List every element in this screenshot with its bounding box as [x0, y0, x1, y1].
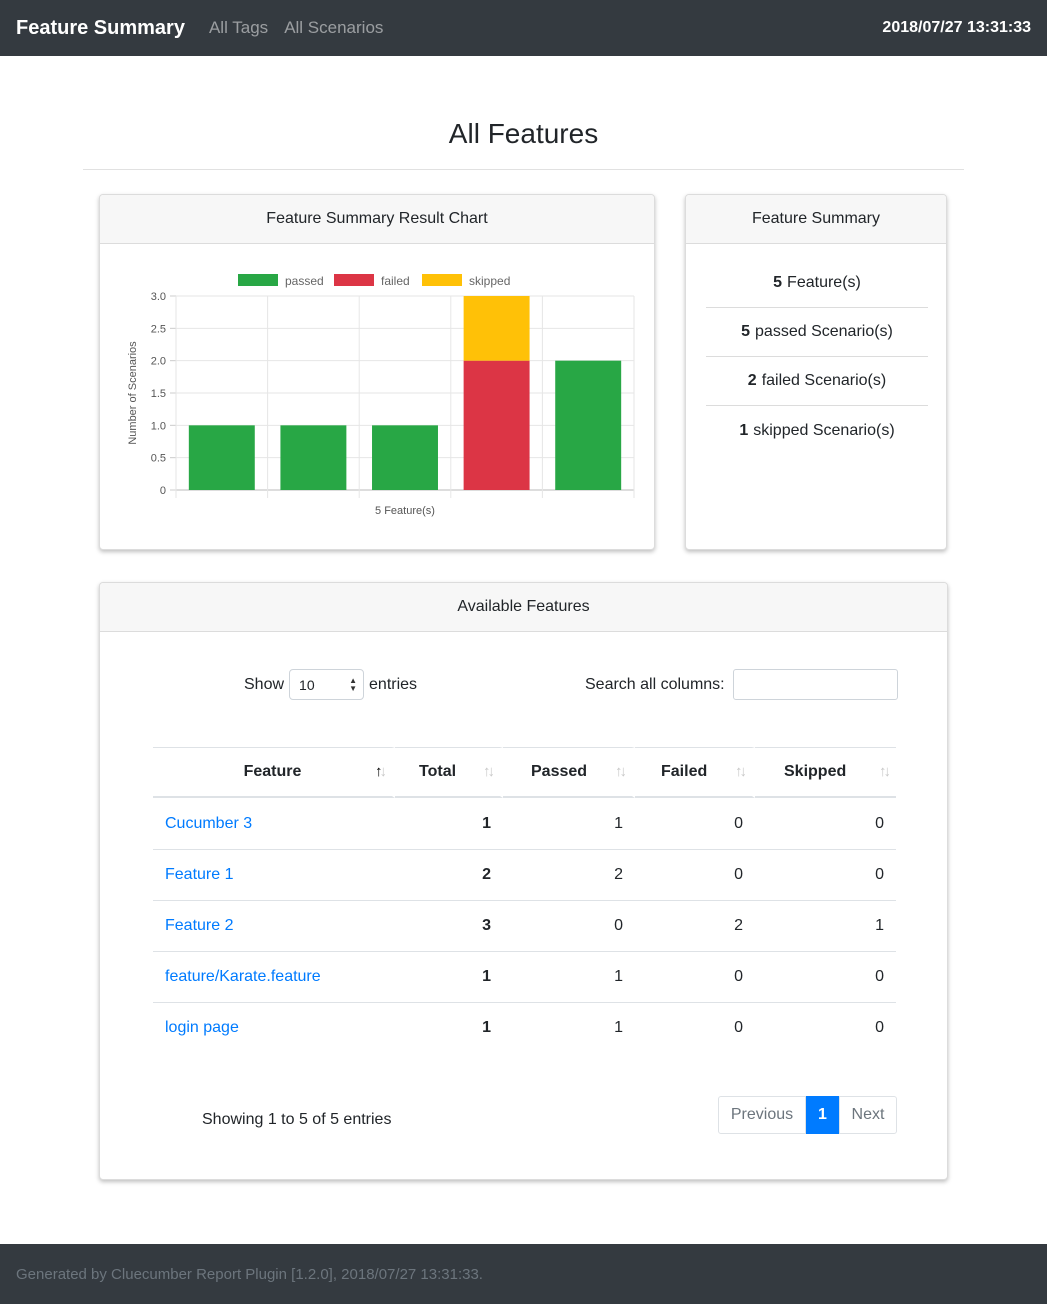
y-tick-label: 3.0: [150, 291, 166, 303]
summary-list: [706, 259, 928, 455]
summary-label: failed Scenario(s): [761, 372, 887, 389]
chart-card: [99, 194, 655, 550]
chart-card-header: Feature Summary Result Chart: [100, 195, 654, 244]
bar-passed: [555, 361, 621, 490]
summary-card-header: Feature Summary: [686, 195, 946, 244]
summary-item-passed: [706, 308, 928, 357]
table-row: [153, 900, 896, 951]
sort-asc-icon: ↑↓: [375, 763, 384, 780]
table-row: [153, 951, 896, 1002]
y-tick-label: 1.0: [150, 420, 166, 433]
table-row: [153, 798, 896, 849]
feature-link[interactable]: Cucumber 3: [165, 814, 253, 832]
footer: Generated by Cluecumber Report Plugin [1.2.0], 2018/07/27 13:31:33.: [0, 1244, 1047, 1304]
y-axis-label: Number of Scenarios: [127, 341, 139, 445]
y-tick-label: 0.5: [150, 452, 166, 465]
legend-label-failed: failed: [381, 274, 410, 288]
feature-link[interactable]: login page: [165, 1019, 239, 1036]
next-page-button[interactable]: Next: [839, 1096, 897, 1134]
cell-skipped: 1: [755, 900, 896, 951]
page-title: All Features: [448, 118, 599, 149]
summary-item-features: [706, 259, 928, 308]
table-row: [153, 849, 896, 900]
cell-total: 1: [482, 814, 491, 832]
previous-page-button[interactable]: Previous: [718, 1096, 806, 1134]
search-control: [585, 669, 898, 700]
cell-passed: 1: [503, 951, 635, 1002]
nav-link-all-tags[interactable]: All Tags: [208, 18, 269, 37]
entries-label: entries: [369, 675, 418, 693]
navbar-brand[interactable]: Feature Summary: [16, 16, 185, 39]
summary-count: 5: [741, 323, 751, 340]
search-label: Search all columns:: [585, 675, 725, 693]
bar-passed: [372, 425, 438, 490]
cell-total: 1: [395, 951, 503, 1002]
page-1-button[interactable]: 1: [806, 1096, 839, 1134]
summary-count: 1: [739, 421, 749, 439]
table-row: [153, 1002, 896, 1053]
sort-icon: ↑↓: [615, 763, 624, 780]
sort-icon: ↑↓: [735, 763, 744, 780]
column-header-skipped[interactable]: Skipped ↑↓: [755, 747, 896, 798]
summary-label: skipped Scenario(s): [753, 421, 895, 439]
summary-count: 5: [773, 274, 783, 291]
summary-item-failed: [706, 357, 928, 406]
table-info: Showing 1 to 5 of 5 entries: [202, 1111, 392, 1128]
entries-select-value: 10: [299, 676, 315, 693]
bar-passed: [280, 425, 346, 490]
entries-select[interactable]: [289, 669, 364, 700]
pagination: [718, 1096, 897, 1134]
title-divider: [83, 169, 964, 170]
x-axis-label: 5 Feature(s): [375, 505, 435, 517]
cell-skipped: 0: [875, 814, 884, 832]
bar-passed: [189, 425, 255, 490]
cell-skipped: 0: [755, 849, 896, 900]
entries-length-control: [244, 669, 417, 700]
summary-label: passed Scenario(s): [755, 323, 893, 340]
legend-label-skipped: skipped: [469, 274, 511, 288]
cell-skipped: 0: [755, 951, 896, 1002]
feature-link[interactable]: Feature 2: [165, 917, 234, 934]
legend-swatch-passed: [238, 274, 278, 286]
legend-swatch-failed: [334, 274, 374, 286]
summary-label: Feature(s): [787, 274, 861, 291]
cell-failed: 0: [635, 849, 755, 900]
cell-failed: 0: [734, 814, 743, 832]
top-navbar: [0, 0, 1047, 56]
cell-skipped: 0: [755, 1002, 896, 1053]
summary-count: 2: [747, 372, 757, 389]
bar-failed: [464, 361, 530, 490]
y-tick-label: 1.5: [150, 388, 166, 400]
select-arrows-icon: ▲ ▼: [349, 676, 358, 693]
features-card-header: Available Features: [100, 583, 947, 632]
nav-link-all-scenarios[interactable]: All Scenarios: [284, 18, 384, 37]
feature-link[interactable]: feature/Karate.feature: [165, 968, 321, 985]
sort-icon: ↑↓: [879, 763, 888, 780]
cell-failed: 2: [635, 900, 755, 951]
column-header-total[interactable]: Total ↑↓: [395, 747, 503, 798]
column-header-failed[interactable]: Failed ↑↓: [635, 747, 755, 798]
feature-link[interactable]: Feature 1: [165, 866, 234, 883]
column-header-feature[interactable]: Feature ↑↓: [153, 747, 395, 798]
search-input[interactable]: [733, 669, 898, 700]
legend-swatch-skipped: [422, 274, 462, 286]
cell-total: 1: [395, 1002, 503, 1053]
summary-card: [685, 194, 947, 550]
legend-label-passed: passed: [285, 274, 324, 288]
show-label: Show: [244, 675, 285, 693]
sort-icon: ↑↓: [483, 763, 492, 780]
cell-failed: 0: [635, 951, 755, 1002]
navbar-timestamp: 2018/07/27 13:31:33: [882, 19, 1031, 36]
table-header-row: [153, 747, 896, 798]
features-card: [99, 582, 948, 1180]
result-chart: [100, 244, 655, 550]
cell-passed: 1: [503, 1002, 635, 1053]
cell-passed: 2: [503, 849, 635, 900]
cell-total: 3: [395, 900, 503, 951]
y-tick-label: 2.5: [150, 323, 166, 336]
cell-passed: 1: [614, 814, 623, 832]
column-header-passed[interactable]: Passed ↑↓: [503, 747, 635, 798]
y-tick-label: 2.0: [150, 355, 166, 368]
summary-item-skipped: [706, 406, 928, 455]
bar-skipped: [464, 296, 530, 361]
y-tick-label: 0: [159, 485, 166, 497]
cell-failed: 0: [635, 1002, 755, 1053]
features-table: [153, 747, 896, 1053]
cell-passed: 0: [503, 900, 635, 951]
cell-total: 2: [395, 849, 503, 900]
